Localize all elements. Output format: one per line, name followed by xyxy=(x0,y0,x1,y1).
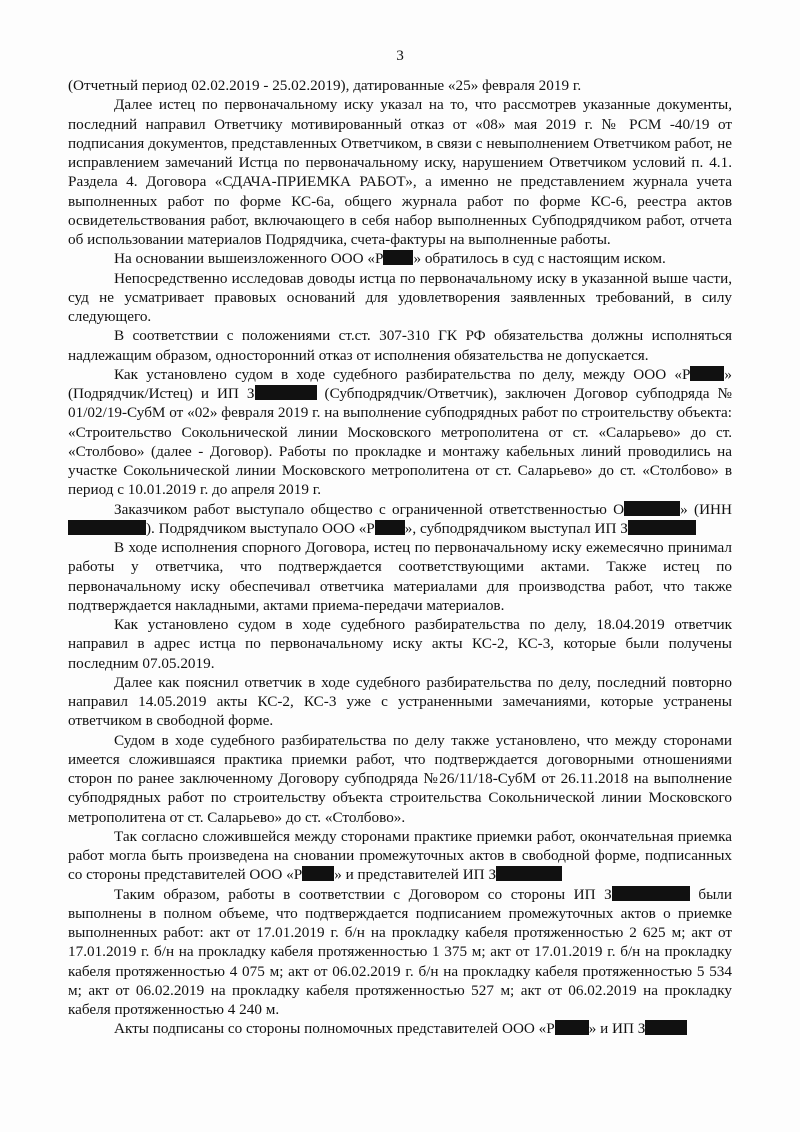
paragraph-8: В ходе исполнения спорного Договора, истец по первоначальному иску ежемесячно принимал работы у ответчика, что подтверждается соответствующими актами. Также истец по первоначальному иску обеспечивал ответчика материалами для производства работ, что также подтверждается накладными, актами приема-передачи материалов. xyxy=(68,539,732,614)
paragraph-9: Как установлено судом в ходе судебного разбирательства по делу, 18.04.2019 ответчик направил в адрес истца по первоначальному иску акты КС-2, КС-3, которые были получены последним 07.05.2019. xyxy=(68,616,732,672)
paragraph-14-text-a: Акты подписаны со стороны полномочных представителей ООО «Р xyxy=(114,1020,555,1038)
redaction-mark xyxy=(555,1020,589,1035)
redaction-mark xyxy=(496,866,562,881)
paragraph-7-text-c: ). Подрядчиком выступало ООО «Р xyxy=(146,519,375,537)
paragraph-14 xyxy=(68,1019,732,1038)
redaction-mark xyxy=(612,886,690,901)
paragraph-6-text-c: (Субподрядчик/Ответчик), заключен Договор субподряда № 01/02/19-СубМ от «02» февраля 2019 г. на выполнение субподрядных работ по строительству объекта: «Строительство Сокольнической линии Московского метрополитена от ст. «Саларьево» до ст. «Столбово» (далее - Договор). Работы по прокладке и монтажу кабельных линий проводились на участке Сокольнической линии Московского метрополитена от ст. Саларьево» до ст. «Столбово» в период с 10.01.2019 г. до апреля 2019 г. xyxy=(68,385,732,499)
redaction-mark xyxy=(302,866,334,881)
paragraph-7-text-a: Заказчиком работ выступало общество с ограниченной ответственностью О xyxy=(114,500,625,518)
paragraph-4: Непосредственно исследовав доводы истца по первоначальному иску в указанной выше части, суд не усматривает правовых оснований для удовлетворения заявленных требований, в силу следующего. xyxy=(68,269,732,325)
redaction-mark xyxy=(624,501,680,516)
paragraph-12-text-a: Так согласно сложившейся между сторонами практике приемки работ, окончательная приемка работ могла быть произведена на сновании промежуточных актов в свободной форме, подписанных со стороны представителей ООО «Р xyxy=(68,827,732,884)
paragraph-13-text-a: Таким образом, работы в соответствии с Договором со стороны ИП З xyxy=(114,885,612,903)
paragraph-5: В соответствии с положениями ст.ст. 307-310 ГК РФ обязательства должны исполняться надлежащим образом, односторонний отказ от исполнения обязательства не допускается. xyxy=(68,327,732,364)
redaction-mark xyxy=(255,385,317,400)
paragraph-7-text-b: » (ИНН xyxy=(680,500,732,518)
redaction-mark xyxy=(645,1020,687,1035)
paragraph-3 xyxy=(68,249,732,268)
paragraph-14-text-b: » и ИП З xyxy=(588,1020,646,1038)
paragraph-12-text-b: » и представителей ИП З xyxy=(334,866,497,884)
paragraph-13-text-b: были выполнены в полном объеме, что подтверждается подписанием промежуточных актов о приемке выполненных работ: акт от 17.01.2019 г. б/н на прокладку кабеля протяженностью 2 625 м; акт от 17.01.2019 г. б/н на прокладку кабеля протяженностью 1 375 м; акт от 17.01.2019 г. б/н на прокладку кабеля протяженностью 4 075 м; акт от 06.02.2019 г. б/н на прокладку кабеля протяженностью 5 534 м; акт от 06.02.2019 на прокладку кабеля протяженностью 527 м; акт от 06.02.2019 на прокладку кабеля протяженностью 4 240 м. xyxy=(68,885,733,1018)
redaction-mark xyxy=(628,520,696,535)
paragraph-2: Далее истец по первоначальному иску указал на то, что рассмотрев указанные документы, последний направил Ответчику мотивированный отказ от «08» мая 2019 г. № РСМ -40/19 от подписания документов, представленных Ответчиком, в связи с невыполнением Ответчиком работ, не исправлением замечаний Истца по первоначальному иску, нарушением Ответчиком условий п. 4.1. Раздела 4. Договора «СДАЧА-ПРИЕМКА РАБОТ», а именно не представлением журнала учета выполненных работ по форме КС-6а, общего журнала работ по форме КС-6, реестра актов освидетельствования работ, включающего в себя набор выполненных Субподрядчиком работ, отчета об использовании материалов Подрядчика, счета-фактуры на выполненные работы. xyxy=(68,96,732,248)
paragraph-12 xyxy=(68,827,732,885)
paragraph-7 xyxy=(68,500,732,539)
redaction-mark xyxy=(383,250,413,265)
paragraph-6-text-b: » (Подрядчик/Истец) и ИП З xyxy=(68,365,732,402)
redaction-mark xyxy=(68,520,146,535)
paragraph-13 xyxy=(68,885,732,1020)
page-number: 3 xyxy=(396,47,404,64)
paragraph-6-text-a: Как установлено судом в ходе судебного разбирательства по делу, между ООО «Р xyxy=(114,365,691,383)
paragraph-11: Судом в ходе судебного разбирательства по делу также установлено, что между сторонами имеется сложившаяся практика приемки работ, что подтверждается договорными отношениями сторон по ранее заключенному Договору субподряда №26/11/18-СубМ от 26.11.2018 на выполнение субподрядных работ по строительству объекта строительства Сокольнической линии Московского метрополитена от ст. Саларьево» до ст. «Столбово». xyxy=(68,731,732,826)
paragraph-3-text-a: На основании вышеизложенного ООО «Р xyxy=(114,250,384,268)
document-body xyxy=(68,76,732,1039)
paragraph-10: Далее как пояснил ответчик в ходе судебного разбирательства по делу, последний повторно направил 14.05.2019 акты КС-2, КС-3 уже с устраненными замечаниями, которые устранены ответчиком в свободной форме. xyxy=(68,673,732,730)
paragraph-3-text-b: » обратилось в суд с настоящим иском. xyxy=(413,250,666,268)
paragraph-7-text-d: », субподрядчиком выступал ИП З xyxy=(404,519,628,537)
paragraph-1: (Отчетный период 02.02.2019 - 25.02.2019), датированные «25» февраля 2019 г. xyxy=(68,77,582,94)
paragraph-6 xyxy=(68,365,732,500)
redaction-mark xyxy=(690,366,724,381)
redaction-mark xyxy=(375,520,405,535)
